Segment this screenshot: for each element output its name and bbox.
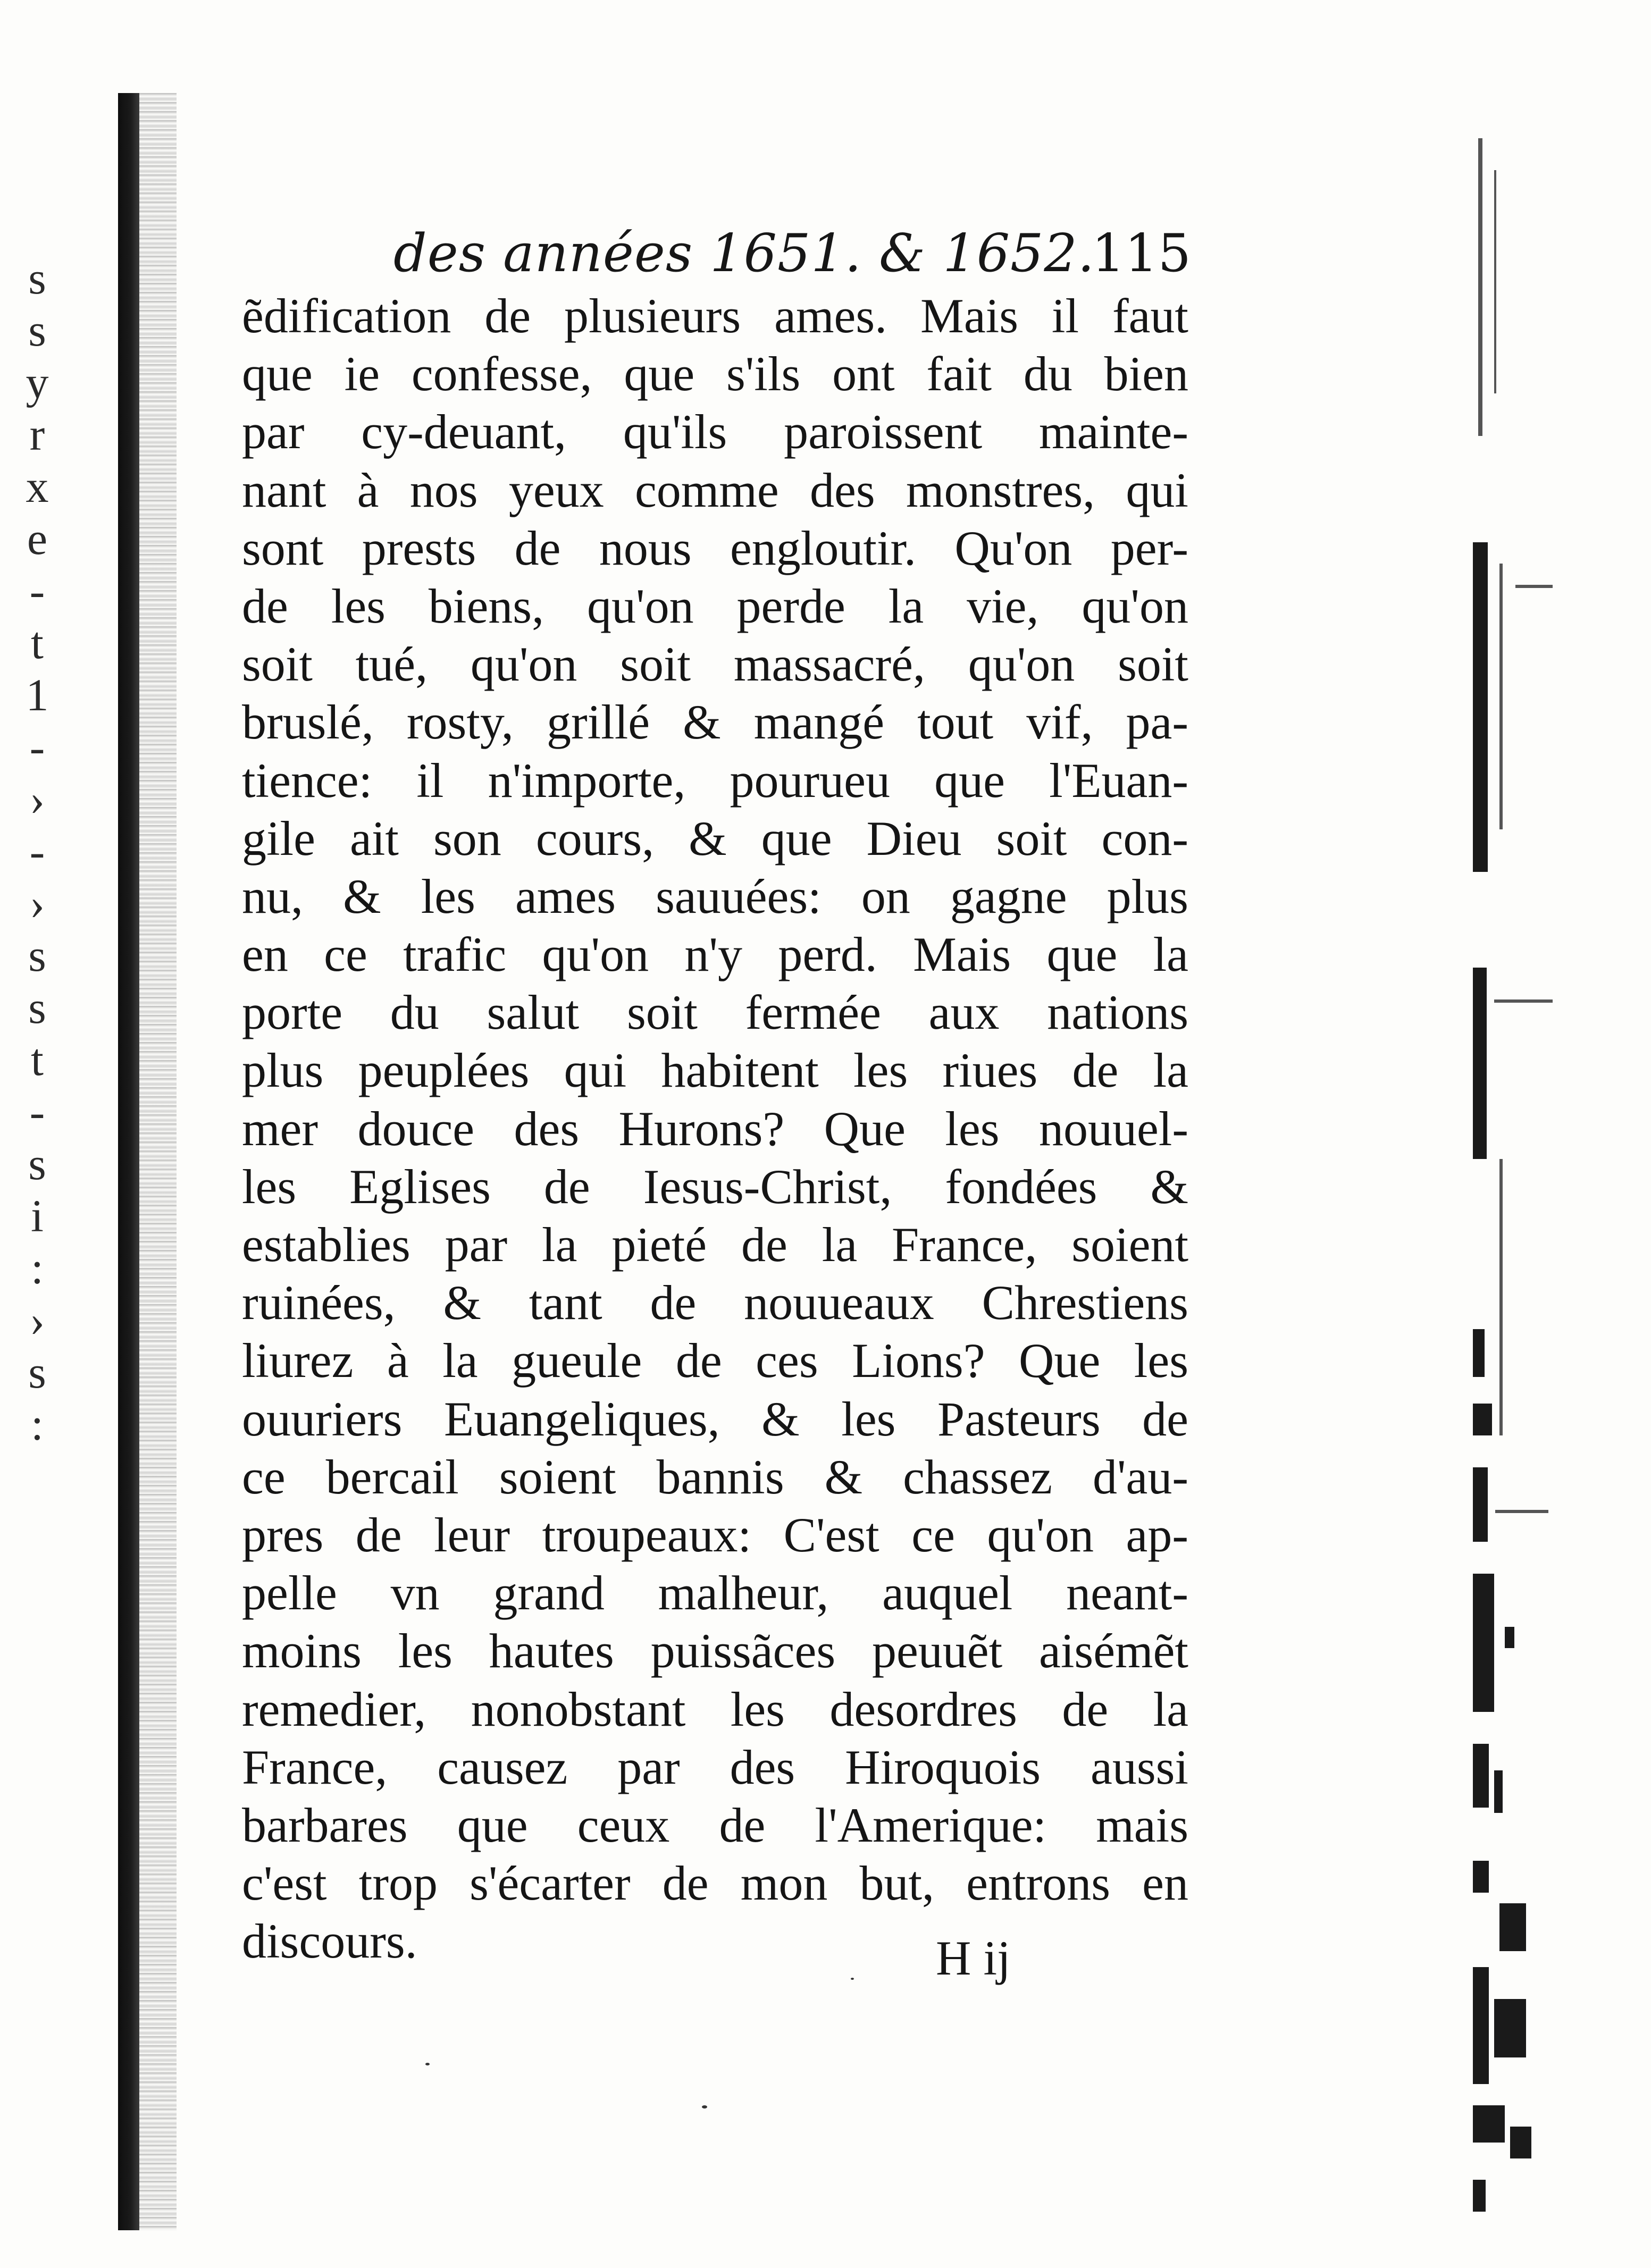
dust-speck [425,2063,430,2065]
text-line: liurez à la gueule de ces Lions? Que les [242,1333,1188,1388]
running-head-title: des années 1651. & 1652. [393,223,1095,284]
bleed-letter: t [31,617,44,668]
text-line: sont prests de nous engloutir. Qu'on per- [242,520,1188,575]
bleed-letter: - [29,721,45,772]
right-edge-bleedthrough [1457,106,1579,2222]
text-line: soit tué, qu'on soit massacré, qu'on soit [242,637,1188,692]
bleed-letter: s [28,982,46,1033]
bleed-letter: › [29,878,45,929]
bleed-letter: e [27,513,48,564]
left-margin-bleedthrough [16,255,58,1478]
bleed-letter: 1 [26,669,49,720]
bleed-letter: - [29,1086,45,1137]
text-line: France, causez par des Hiroquois aussi [242,1740,1188,1794]
text-line: barbares que ceux de l'Amerique: mais [242,1797,1188,1852]
bleed-letter: › [29,774,45,825]
dust-speck [851,1978,854,1980]
text-line: ruinées, & tant de nouueaux Chrestiens [242,1275,1188,1330]
text-line: pelle vn grand malheur, auquel neant- [242,1566,1188,1620]
bleed-letter: s [28,930,46,981]
text-line: tience: il n'importe, pourueu que l'Euan- [242,753,1188,808]
bleed-letter: t [31,1034,44,1085]
text-line: en ce trafic qu'on n'y perd. Mais que la [242,927,1188,982]
bleed-letter: r [29,409,45,460]
text-line: par cy-deuant, qu'ils paroissent mainte- [242,405,1188,459]
signature-mark: H ij [936,1931,1011,1985]
text-line: establies par la pieté de la France, soient [242,1217,1188,1272]
text-line: bruslé, rosty, grillé & mangé tout vif, pa- [242,695,1188,750]
bleed-letter: i [31,1190,44,1241]
text-line: ce bercail soient bannis & chassez d'au- [242,1449,1188,1504]
text-line: de les biens, qu'on perde la vie, qu'on [242,578,1188,633]
text-line: nu, & les ames sauuées: on gagne plus [242,869,1188,923]
binding-gutter-shadow [118,93,139,2230]
text-line: discours. [242,1914,417,1969]
text-line: pres de leur troupeaux: C'est ce qu'on ap- [242,1507,1188,1562]
text-line: ẽdification de plusieurs ames. Mais il faut [242,289,1188,343]
text-line: c'est trop s'écarter de mon but, entrons en [242,1856,1188,1911]
bleed-letter: y [26,357,49,408]
bleed-letter: s [28,305,46,356]
text-line: mer douce des Hurons? Que les nouuel- [242,1101,1188,1156]
bleed-letter: s [28,253,46,304]
bleed-letter: - [29,826,45,877]
text-line: moins les hautes puissãces peuuẽt aisémẽt [242,1624,1188,1678]
bleed-letter: - [29,565,45,616]
text-line: porte du salut soit fermée aux nations [242,985,1188,1040]
bleed-letter: x [26,461,49,512]
body-text-block [242,287,1188,1970]
text-line: nant à nos yeux comme des monstres, qui [242,463,1188,517]
dust-speck [702,2105,707,2109]
bleed-letter: s [28,1138,46,1189]
text-line: plus peuplées qui habitent les riues de la [242,1043,1188,1098]
text-line: que ie confesse, que s'ils ont fait du bien [242,347,1188,401]
page-number: 115 [1091,223,1191,284]
text-line: les Eglises de Iesus-Christ, fondées & [242,1159,1188,1214]
text-line: ouuriers Euangeliques, & les Pasteurs de [242,1391,1188,1446]
binding-speckle [139,93,177,2230]
bleed-letter: › [29,1295,45,1346]
bleed-letter: : [31,1399,44,1450]
text-line: remedier, nonobstant les desordres de la [242,1682,1188,1736]
text-line: gile ait son cours, & que Dieu soit con- [242,811,1188,866]
bleed-letter: s [28,1347,46,1398]
bleed-letter: : [31,1242,44,1293]
